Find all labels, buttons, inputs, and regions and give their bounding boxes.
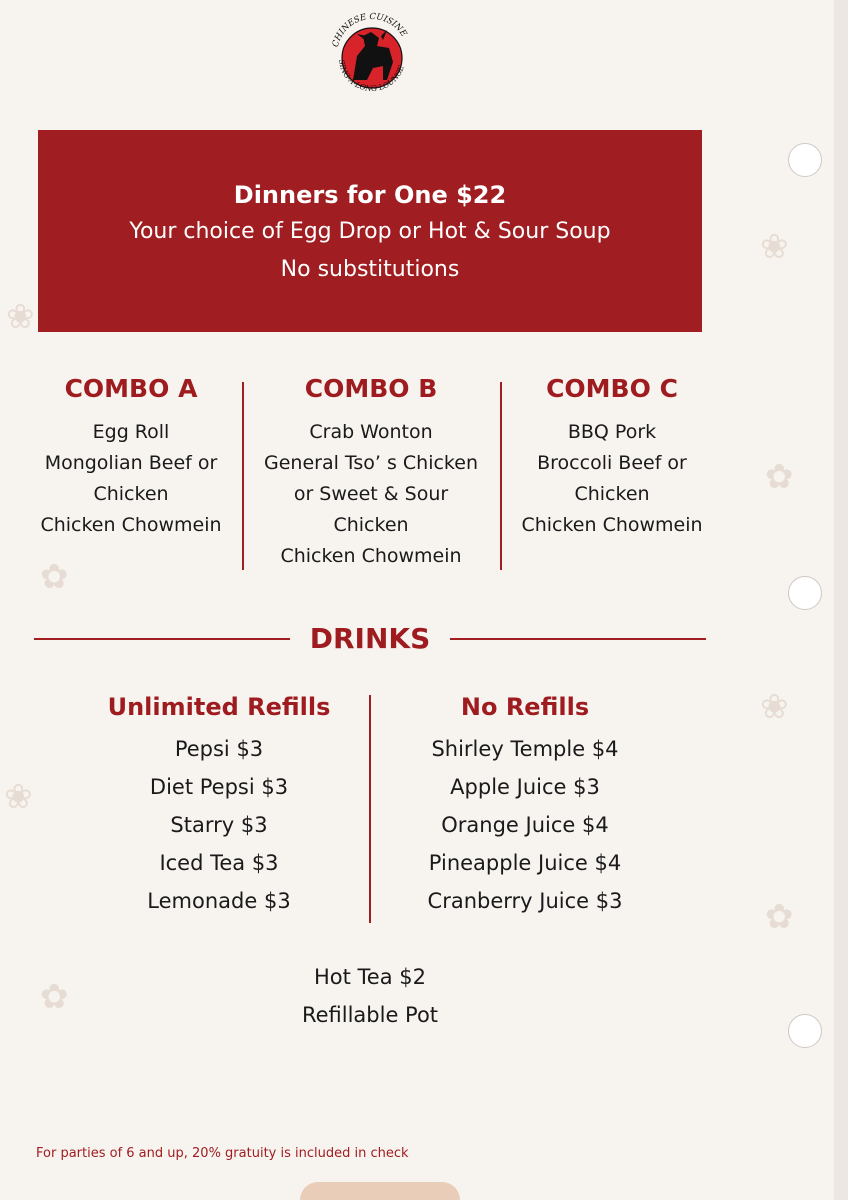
decor-motif: ❀	[760, 227, 789, 267]
combo-item: Mongolian Beef or	[44, 452, 218, 474]
binder-hole	[788, 576, 822, 610]
no-refills-column	[392, 690, 658, 920]
drink-item: Apple Juice $3	[450, 775, 600, 799]
combo-item: or Sweet & Sour	[293, 483, 449, 505]
drink-item: Starry $3	[170, 813, 268, 837]
logo-top-text: CHINESE CUISINE	[330, 11, 409, 49]
combo-b	[261, 373, 481, 572]
combo-item: Chicken Chowmein	[521, 514, 703, 536]
combo-item: Crab Wonton	[309, 421, 433, 443]
decor-motif: ✿	[40, 977, 69, 1017]
combo-item: Chicken	[93, 483, 169, 505]
decor-motif: ✿	[765, 897, 794, 937]
unlimited-refills-column	[80, 690, 358, 920]
drink-item: Lemonade $3	[147, 889, 291, 913]
combo-item: BBQ Pork	[567, 421, 657, 443]
combo-item: General Tso’ s Chicken	[263, 452, 478, 474]
bottom-decor	[300, 1182, 460, 1200]
drink-item: Diet Pepsi $3	[149, 775, 289, 799]
drink-item: Pineapple Juice $4	[428, 851, 622, 875]
decor-motif: ✿	[40, 557, 69, 597]
combo-item: Egg Roll	[92, 421, 170, 443]
logo-emblem-icon	[327, 6, 417, 102]
page-edge	[834, 0, 848, 1200]
combo-item: Chicken Chowmein	[280, 545, 462, 567]
combo-item: Chicken	[333, 514, 409, 536]
hot-tea-price: Hot Tea $2	[314, 965, 426, 989]
drinks-divider	[369, 695, 371, 923]
drink-item: Orange Juice $4	[441, 813, 609, 837]
banner-title: Dinners for One $22	[233, 181, 507, 209]
binder-hole	[788, 143, 822, 177]
combo-divider	[242, 382, 244, 570]
decor-motif: ❀	[760, 687, 789, 727]
decor-motif: ❀	[4, 777, 33, 817]
binder-hole	[788, 1014, 822, 1048]
decor-motif: ❀	[6, 297, 35, 337]
banner-soup-choice: Your choice of Egg Drop or Hot & Sour Soup	[129, 219, 611, 244]
gratuity-note: For parties of 6 and up, 20% gratuity is included in check	[36, 1146, 409, 1161]
banner-no-substitutions: No substitutions	[280, 257, 460, 282]
combo-c	[502, 373, 722, 541]
hot-tea-note: Refillable Pot	[301, 1003, 439, 1027]
logo-bottom-text: SING-A-LONG LOUNGE	[336, 59, 406, 94]
combo-title: COMBO B	[304, 374, 438, 403]
unlimited-refills-title: Unlimited Refills	[107, 693, 331, 721]
combo-item: Chicken	[574, 483, 650, 505]
combo-item: Chicken Chowmein	[40, 514, 222, 536]
decor-motif: ✿	[765, 457, 794, 497]
hot-tea-block	[240, 958, 500, 1034]
combo-a	[21, 373, 241, 541]
combo-title: COMBO C	[546, 374, 678, 403]
combo-item: Broccoli Beef or	[537, 452, 687, 474]
drinks-rule-left	[34, 638, 290, 640]
drink-item: Cranberry Juice $3	[427, 889, 623, 913]
no-refills-title: No Refills	[460, 693, 590, 721]
drink-item: Shirley Temple $4	[431, 737, 619, 761]
drinks-rule-right	[450, 638, 706, 640]
drinks-title: DRINKS	[309, 622, 431, 655]
drink-item: Iced Tea $3	[159, 851, 279, 875]
combo-title: COMBO A	[64, 374, 198, 403]
restaurant-logo	[327, 6, 417, 102]
dinner-banner	[38, 130, 702, 332]
drink-item: Pepsi $3	[174, 737, 264, 761]
